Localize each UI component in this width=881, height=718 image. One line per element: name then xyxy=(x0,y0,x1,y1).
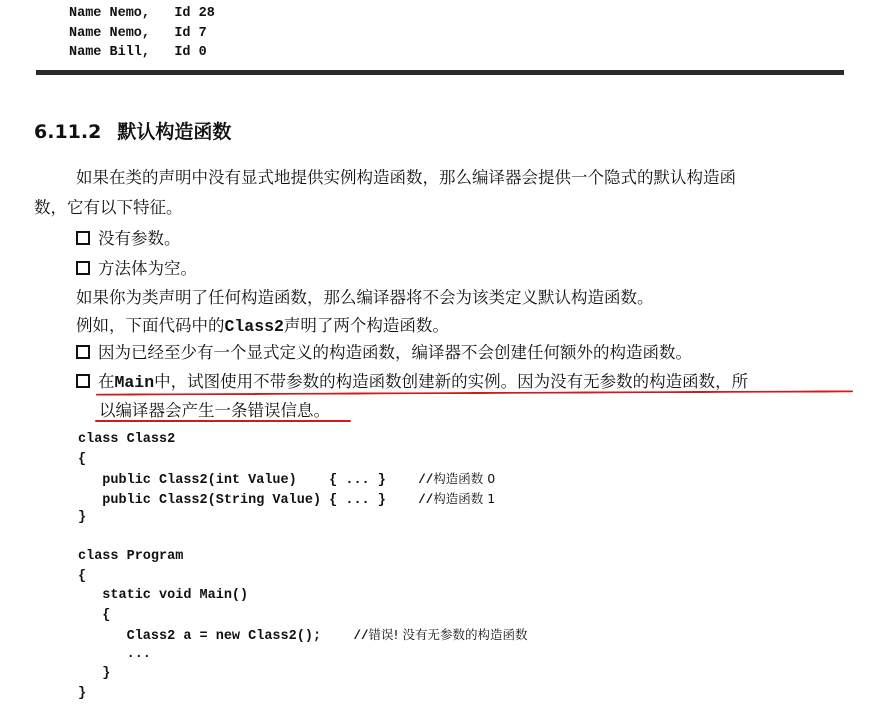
paragraph xyxy=(76,314,449,339)
console-output xyxy=(69,4,215,63)
code-line: } xyxy=(78,685,87,701)
paragraph-text: 例如，下面代码中的 xyxy=(76,316,225,335)
code-line: } xyxy=(78,510,87,525)
paragraph-intro: 如果在类的声明中没有显式地提供实例构造函数，那么编译器会提供一个隐式的默认构造函 xyxy=(76,168,736,187)
code-line: ... xyxy=(78,646,151,662)
code-line xyxy=(78,489,527,509)
code-comment: //错误! 没有无参数的构造函数 xyxy=(353,627,528,643)
output-line: Name Nemo, Id 28 xyxy=(69,6,215,21)
checkbox-bullet-icon xyxy=(76,374,90,388)
code-text: public Class2(String Value) { ... } xyxy=(78,492,419,508)
list-item-text: 中，试图使用不带参数的构造函数创建新的实例。因为没有无参数的构造函数，所 xyxy=(154,372,749,391)
section-heading xyxy=(34,117,231,144)
checkbox-bullet-icon xyxy=(76,231,90,245)
code-text: public Class2(int Value) { ... } xyxy=(78,473,419,488)
list-item-text: 因为已经至少有一个显式定义的构造函数，编译器不会创建任何额外的构造函数。 xyxy=(98,343,692,362)
code-line xyxy=(78,625,527,645)
list-item-text: 方法体为空。 xyxy=(98,259,197,278)
inline-code: Class2 xyxy=(224,317,284,336)
list-item xyxy=(76,341,692,365)
code-line: { xyxy=(78,451,87,467)
section-title: 默认构造函数 xyxy=(117,121,232,143)
code-block xyxy=(78,430,527,703)
code-line: class Program xyxy=(78,549,184,564)
output-line: Name Bill, Id 0 xyxy=(69,45,207,60)
list-item-text: 没有参数。 xyxy=(98,229,181,248)
code-line: static void Main() xyxy=(78,588,249,603)
checkbox-bullet-icon xyxy=(76,345,90,359)
list-item xyxy=(76,257,197,281)
code-line: } xyxy=(78,666,111,681)
section-number: 6.11.2 xyxy=(34,121,102,143)
list-item-cont: 以编译器会产生一条错误信息。 xyxy=(99,401,330,420)
code-line xyxy=(78,469,527,489)
checkbox-bullet-icon xyxy=(76,261,90,275)
code-comment: //构造函数 0 xyxy=(418,471,496,487)
code-text: Class2 a = new Class2(); xyxy=(78,629,354,644)
paragraph: 如果你为类声明了任何构造函数，那么编译器将不会为该类定义默认构造函数。 xyxy=(76,288,654,307)
code-line: { xyxy=(78,607,111,623)
code-comment: //构造函数 1 xyxy=(418,490,496,507)
list-item-text: 在 xyxy=(98,372,115,391)
red-underline xyxy=(95,420,351,422)
inline-code: Main xyxy=(114,373,155,392)
paragraph-intro-cont: 数，它有以下特征。 xyxy=(34,198,183,217)
section-divider xyxy=(36,70,844,75)
output-line: Name Nemo, Id 7 xyxy=(69,25,207,41)
list-item xyxy=(76,227,181,251)
code-line: class Class2 xyxy=(78,432,176,447)
code-line: { xyxy=(78,568,87,584)
paragraph-text: 声明了两个构造函数。 xyxy=(283,316,449,335)
